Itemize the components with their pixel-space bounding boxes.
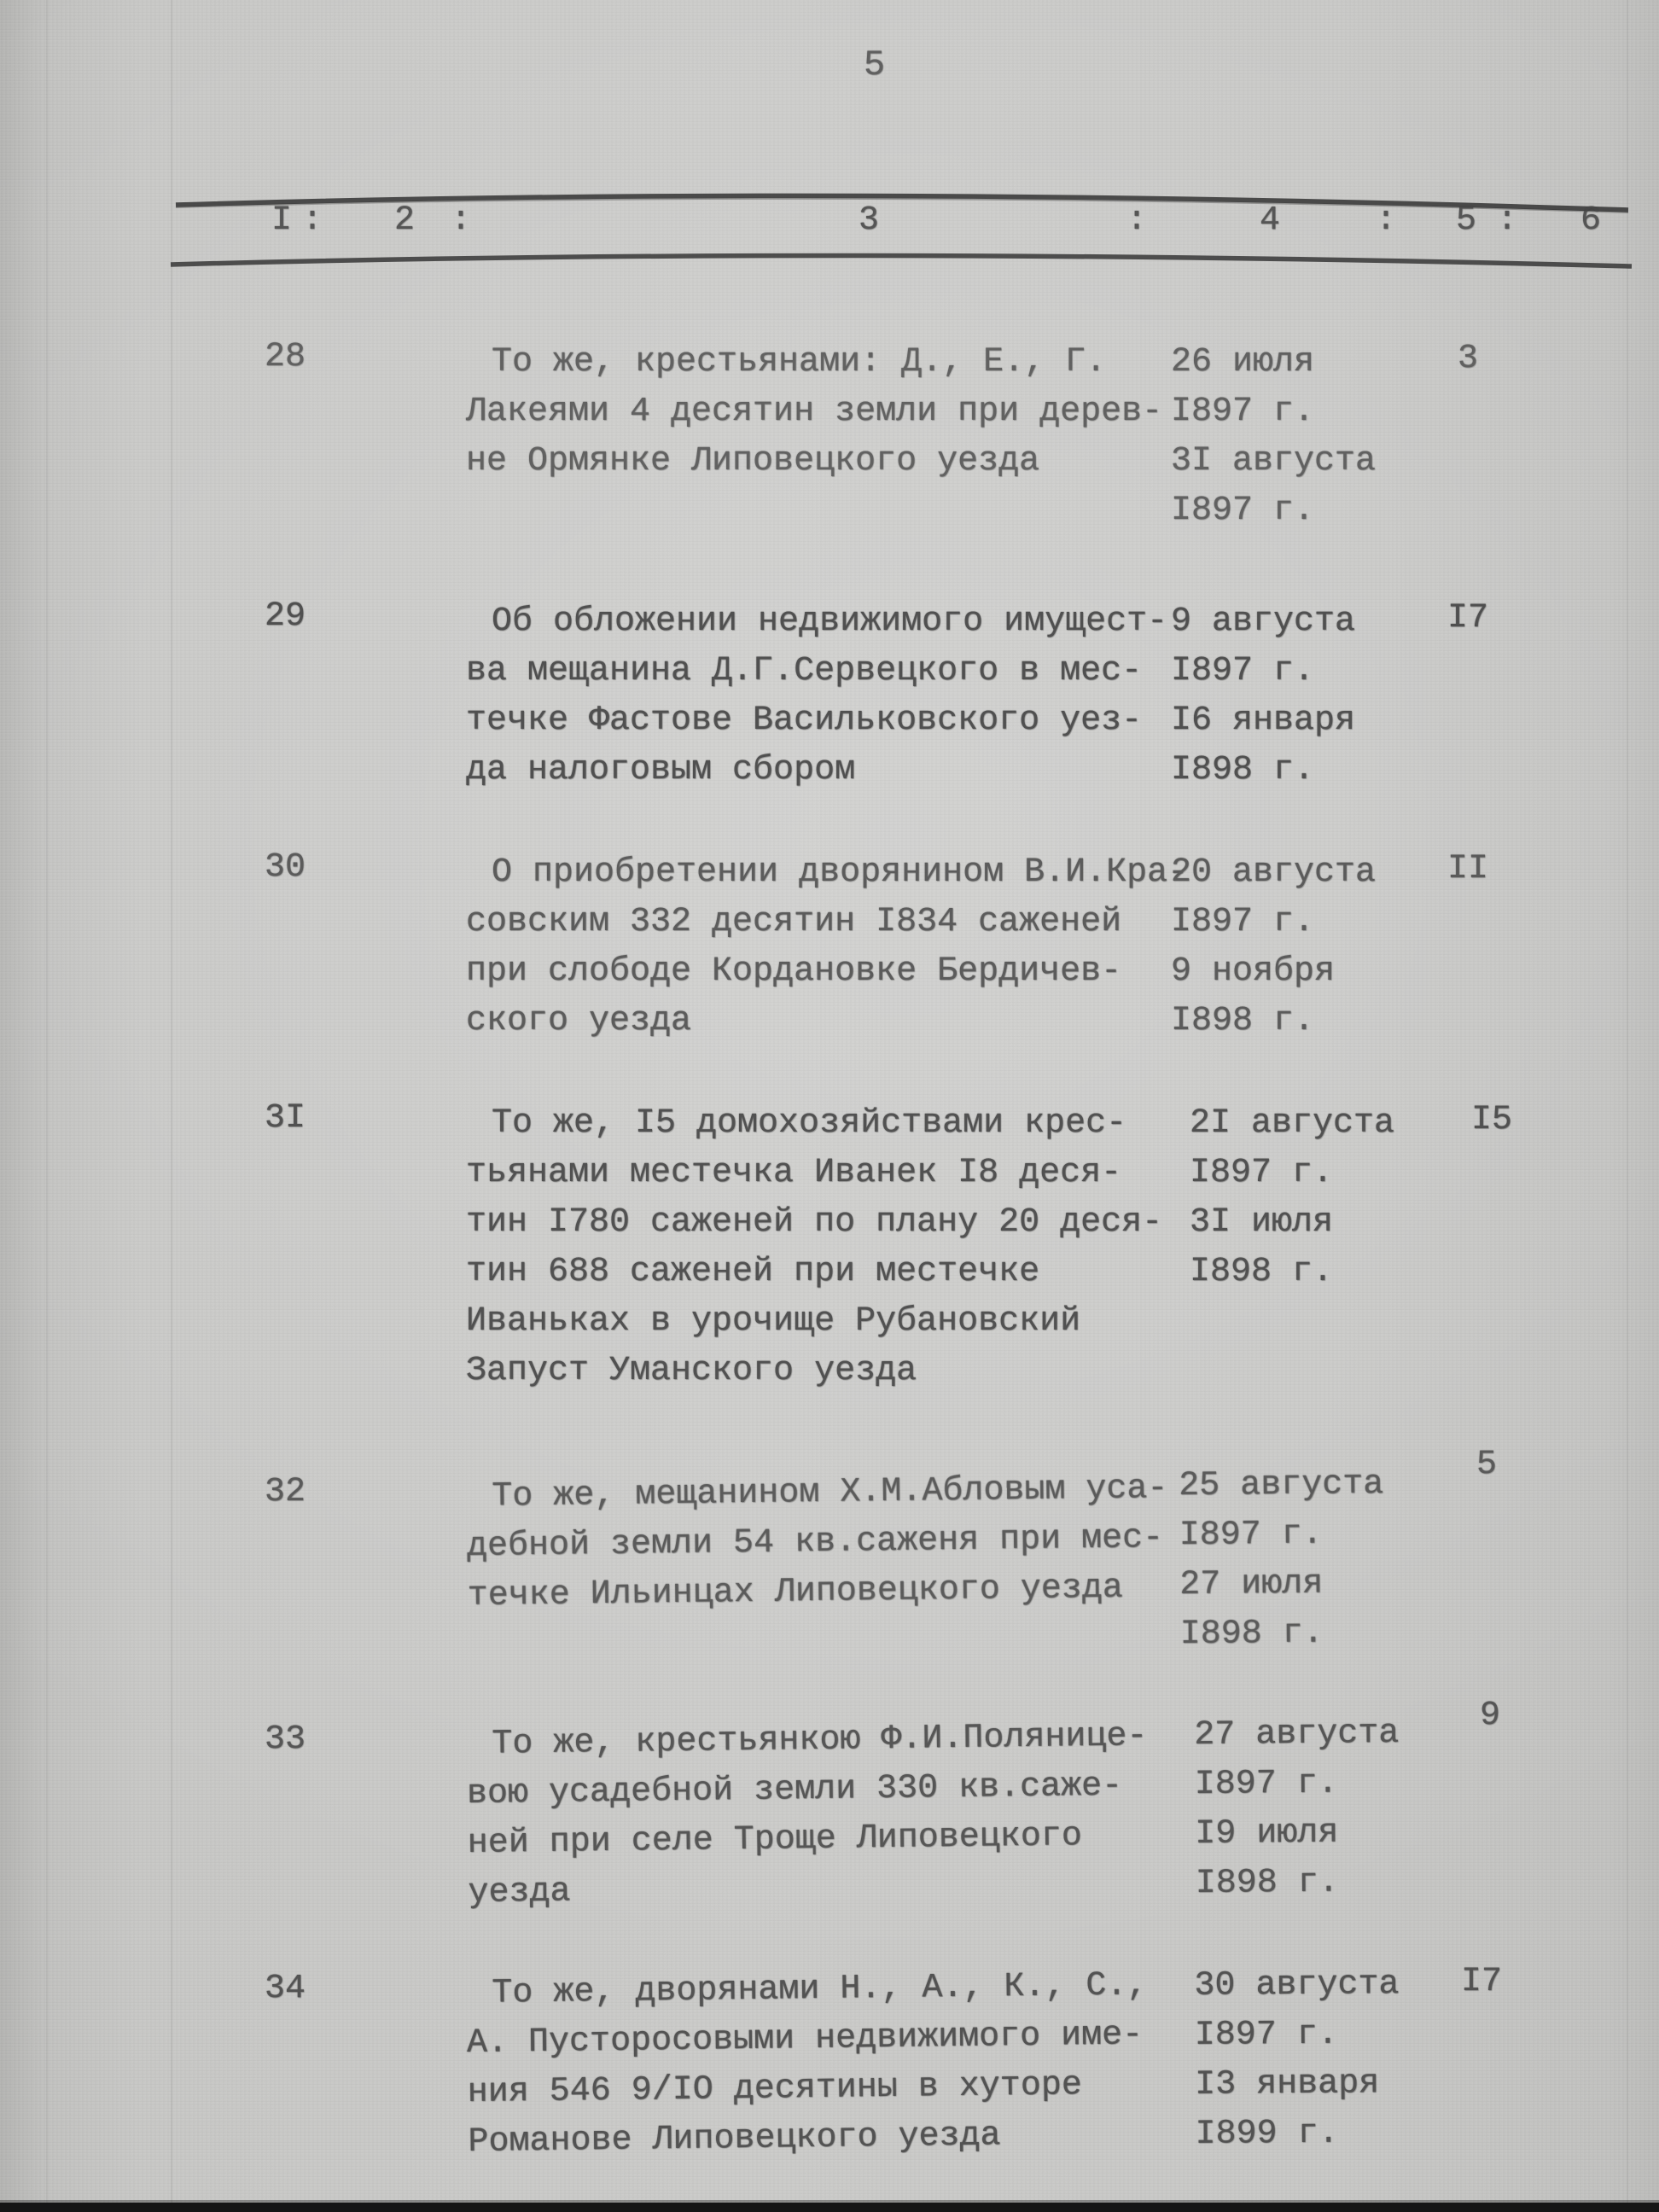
column-separator: : [1126,201,1148,240]
entry-description-line: Лакеями 4 десятин земли при дерев- [466,393,1163,431]
entry-dates [1171,597,1355,795]
entry-description-line: при слободе Кордановке Бердичев- [466,952,1122,991]
entry-number: 34 [265,1970,306,2008]
entry-date-line: 30 августа [1194,1965,1400,2005]
entry-page-count: I7 [1460,1963,1502,2001]
entry-description-line: тин 688 саженей при местечке [466,1253,1040,1291]
entry-description-line: тьянами местечка Иванек I8 деся- [466,1154,1122,1192]
entry-description-line: не Ормянке Липовецкого уезда [466,442,1040,480]
entry-dates [1194,1709,1400,1909]
entry-description-line: вою усадебной земли 330 кв.саже- [466,1767,1123,1813]
entry-description-line: Запуст Уманского уезда [466,1352,917,1390]
entry-dates [1179,1460,1385,1660]
column-separator: : [451,201,472,240]
entry-description-line: уезда [468,1872,571,1912]
entry-date-line: I897 г. [1190,1154,1334,1192]
entry-description-line: То же, I5 домохозяйствами крес- [492,1104,1127,1143]
entry-page-count: 5 [1476,1446,1497,1484]
entry-date-line: 3I июля [1190,1203,1334,1242]
entry-number: 33 [265,1720,306,1759]
entry-description-line: течке Фастове Васильковского уез- [466,701,1143,740]
entry-date-line: I898 г. [1179,1614,1324,1655]
entry-description-line: совским 332 десятин I834 саженей [466,903,1122,941]
entry-description-line: А. Пусторосовыми недвижимого име- [466,2016,1144,2063]
entry-description-line: ского уезда [466,1002,692,1040]
entry-description-line: да налоговым сбором [466,751,856,789]
entry-number: 3I [265,1099,306,1138]
entry-date-line: I898 г. [1171,1002,1315,1040]
entry-date-line: I897 г. [1171,393,1315,431]
entry-description-line: Романове Липовецкого уезда [468,2116,1001,2162]
column-separator: : [1376,201,1397,240]
entry-number: 29 [265,597,306,636]
entry-description [466,1099,1162,1396]
entry-date-line: I9 июля [1195,1813,1339,1854]
entry-date-line: 3I августа [1171,442,1377,480]
entry-description-line: ния 546 9/IO десятины в хуторе [467,2066,1083,2112]
entry-date-line: I897 г. [1171,652,1315,690]
entry-description-line: То же, дворянами Н., А., К., С., [492,1966,1148,2013]
entry-description-line: О приобретении дворянином В.И.Кра- [492,853,1189,892]
column-header-4: 4 [1260,201,1281,240]
entry-page-count: 3 [1457,340,1478,378]
entry-date-line: I898 г. [1171,751,1315,789]
column-separator: : [1497,201,1518,240]
paper-crease-left [46,0,48,2212]
entry-date-line: 9 августа [1171,602,1356,641]
entry-description-line: течке Ильинцах Липовецкого уезда [467,1569,1124,1615]
entry-description-line: дебной земли 54 кв.саженя при мес- [466,1519,1164,1566]
table-header-rules [0,0,1659,307]
entry-date-line: 27 августа [1194,1714,1400,1755]
entry-date-line: I897 г. [1171,903,1315,941]
entry-date-line: I3 января [1195,2064,1380,2104]
entry-description [466,1712,1150,1918]
entry-description [466,848,1188,1046]
entry-description-line: Об обложении недвижимого имущест- [492,602,1168,641]
entry-description-line: То же, крестьянкою Ф.И.Полянице- [492,1717,1148,1764]
entry-description-line: То же, мещанином Х.М.Абловым уса- [492,1469,1168,1516]
scan-bottom-edge [0,2203,1659,2212]
column-header-2: 2 [394,201,416,240]
entry-date-line: I897 г. [1171,492,1315,530]
entry-date-line: I897 г. [1179,1515,1323,1556]
page-number: 5 [864,44,886,85]
entry-dates [1171,338,1376,536]
entry-description [466,338,1162,486]
table-header-rule-bottom [171,255,1632,266]
entry-date-line: 27 июля [1179,1564,1324,1605]
entry-date-line: 2I августа [1190,1104,1395,1143]
paper-crease-right [1627,0,1628,2212]
entry-date-line: 25 августа [1179,1464,1384,1506]
entry-date-line: 9 ноября [1171,952,1336,991]
entry-number: 28 [265,338,306,376]
entry-date-line: I898 г. [1190,1253,1334,1291]
column-header-6: 6 [1580,201,1602,240]
entry-date-line: I897 г. [1194,1764,1338,1805]
paper-edge-line [171,0,172,2212]
entry-dates [1190,1099,1394,1297]
entry-date-line: I897 г. [1194,2015,1338,2055]
entry-dates [1194,1960,1400,2160]
entry-number: 32 [265,1473,306,1511]
column-header-5: 5 [1456,201,1477,240]
entry-description-line: ва мещанина Д.Г.Сервецкого в мес- [466,652,1143,690]
entry-description [466,1961,1150,2168]
entry-date-line: I899 г. [1195,2114,1339,2154]
entry-number: 30 [265,848,306,887]
entry-date-line: 26 июля [1171,343,1315,381]
entry-page-count: II [1447,850,1488,888]
entry-date-line: 20 августа [1171,853,1377,892]
entry-dates [1171,848,1376,1046]
entry-description-line: тин I780 саженей по плану 20 деся- [466,1203,1163,1242]
entry-description-line: Иваньках в урочище Рубановский [466,1302,1081,1341]
entry-description-line: ней при селе Троще Липовецкого [467,1817,1083,1863]
entry-page-count: 9 [1479,1697,1500,1735]
entry-description-line: То же, крестьянами: Д., Е., Г. [492,343,1107,381]
column-separator: : [302,201,323,240]
entry-page-count: I5 [1470,1101,1512,1139]
entry-date-line: I6 января [1171,701,1356,740]
column-header-1: I [271,201,293,240]
column-header-3: 3 [859,201,880,240]
entry-description [466,1464,1169,1621]
entry-page-count: I7 [1447,599,1488,637]
entry-date-line: I898 г. [1195,1863,1339,1904]
entry-description [466,597,1167,795]
